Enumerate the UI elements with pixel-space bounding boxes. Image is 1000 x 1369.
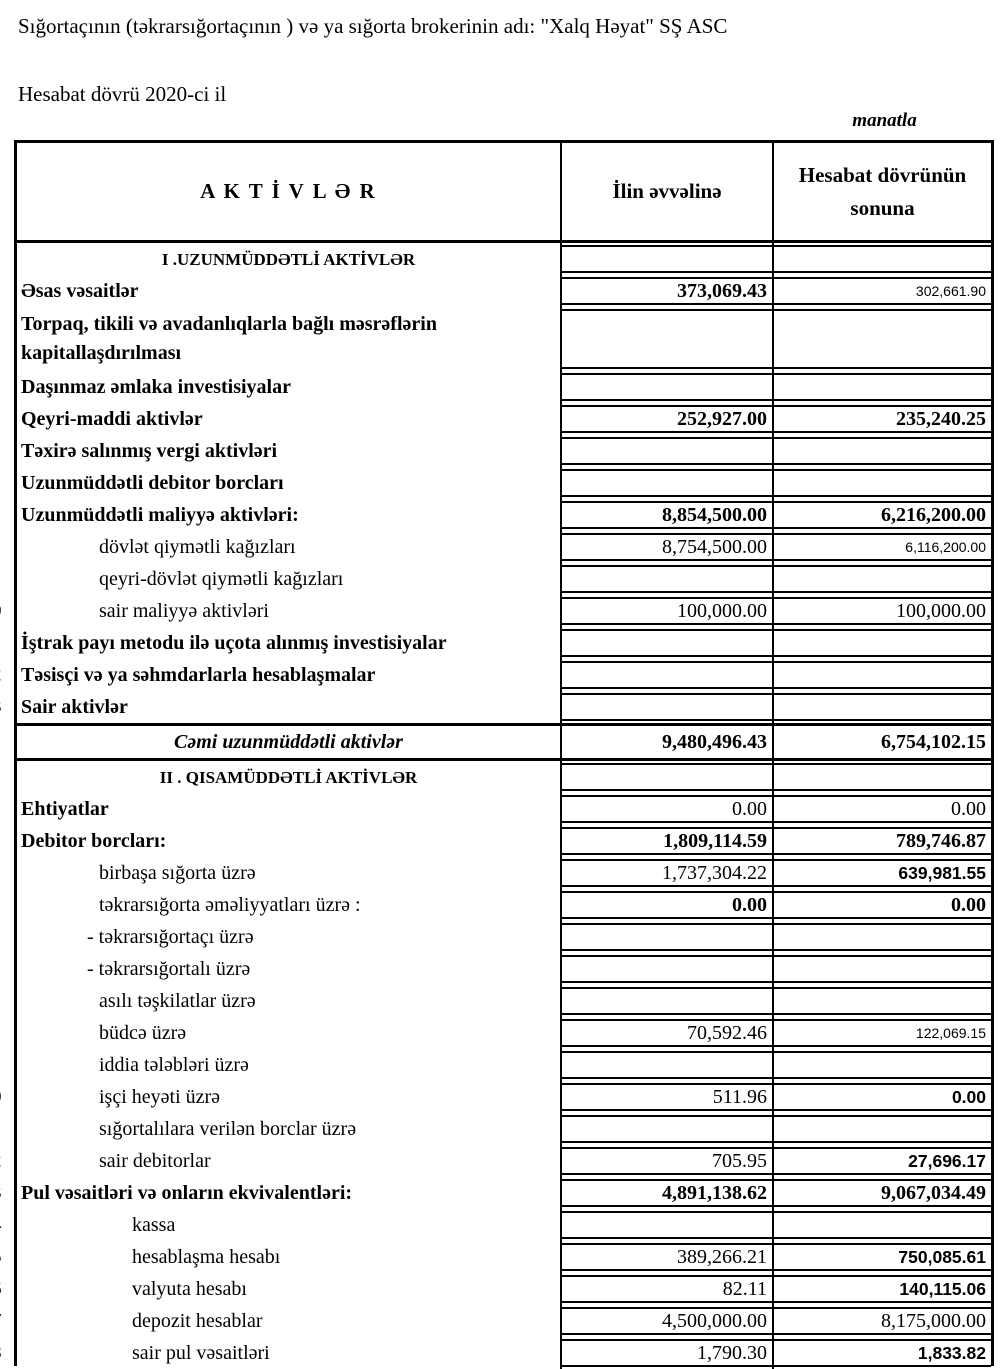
clipped-row-number (0, 1211, 2, 1240)
table-row (17, 1305, 991, 1337)
table-row (17, 793, 991, 825)
value-year-start (560, 1113, 772, 1145)
table-row (17, 1337, 991, 1369)
header-period-end: Hesabat dövrünün sonuna (772, 143, 991, 240)
row-label: qeyri-dövlət qiymətli kağızları (99, 567, 344, 590)
table-row (17, 1145, 991, 1177)
table-row (17, 275, 991, 307)
table-row (17, 435, 991, 467)
value-period-end: 302,661.90 (772, 275, 991, 307)
row-label: birbaşa sığorta üzrə (99, 861, 256, 884)
row-label: Qeyri-maddi aktivlər (21, 407, 203, 430)
row-label: Daşınmaz əmlaka investisiyalar (21, 375, 291, 398)
value-year-start (560, 627, 772, 659)
value-year-start (560, 467, 772, 499)
clipped-row-number (0, 1147, 2, 1176)
value-year-start: 1,790.30 (560, 1337, 772, 1369)
row-label: sair debitorlar (17, 1145, 560, 1177)
clipped-row-number (0, 1243, 2, 1272)
value-period-end (772, 691, 991, 723)
value-period-end (772, 761, 991, 793)
table-row (17, 1177, 991, 1209)
value-year-start: 82.11 (560, 1273, 772, 1305)
row-label: dövlət qiymətli kağızları (99, 535, 296, 558)
clipped-row-number (0, 597, 2, 626)
value-year-start: 389,266.21 (560, 1241, 772, 1273)
value-period-end: 100,000.00 (772, 595, 991, 627)
value-period-end (772, 243, 991, 275)
value-period-end: 6,116,200.00 (772, 531, 991, 563)
value-period-end: 0.00 (772, 793, 991, 825)
row-label: işçi heyəti üzrə (17, 1081, 560, 1113)
value-period-end: 0.00 (772, 889, 991, 921)
row-label: iddia tələbləri üzrə (99, 1053, 249, 1076)
value-year-start: 1,809,114.59 (560, 825, 772, 857)
header-assets: A K T İ V L Ə R (200, 179, 377, 204)
table-row (17, 889, 991, 921)
row-label: - təkrarsığortaçı üzrə (87, 925, 254, 948)
value-year-start: 70,592.46 (560, 1017, 772, 1049)
clipped-row-number (0, 1275, 2, 1304)
value-year-start: 100,000.00 (560, 595, 772, 627)
clipped-row-number (0, 1339, 2, 1368)
value-period-end (772, 371, 991, 403)
row-label: I .UZUNMÜDDƏTLİ AKTİVLƏR (161, 249, 416, 269)
row-label: Əsas vəsaitlər (21, 279, 139, 302)
table-row (17, 467, 991, 499)
row-label: sığortalılara verilən borclar üzrə (99, 1117, 357, 1140)
reporting-period-line: Hesabat dövrü 2020-ci il (18, 82, 227, 106)
value-period-end (772, 627, 991, 659)
table-body (17, 243, 991, 1369)
value-year-start: 1,737,304.22 (560, 857, 772, 889)
value-period-end (772, 563, 991, 595)
value-period-end: 750,085.61 (772, 1241, 991, 1273)
value-year-start (560, 659, 772, 691)
row-label: büdcə üzrə (99, 1021, 187, 1044)
value-period-end: 27,696.17 (772, 1145, 991, 1177)
row-label: Torpaq, tikili və avadanlıqlarla bağlı məsrəflərin kapitallaşdırılması (21, 313, 437, 364)
insurer-name-line: Sığortaçının (təkrarsığortaçının ) və ya sığorta brokerinin adı: "Xalq Həyat" SŞ ASC (18, 14, 728, 38)
table-header-row (17, 143, 991, 243)
value-year-start (560, 563, 772, 595)
row-label: sair maliyyə aktivləri (17, 595, 560, 627)
value-year-start: 4,891,138.62 (560, 1177, 772, 1209)
value-year-start (560, 371, 772, 403)
table-row (17, 1241, 991, 1273)
value-period-end (772, 921, 991, 953)
value-period-end: 9,067,034.49 (772, 1177, 991, 1209)
clipped-row-number (0, 1179, 2, 1208)
value-period-end (772, 659, 991, 691)
value-period-end (772, 307, 991, 371)
value-period-end: 8,175,000.00 (772, 1305, 991, 1337)
value-period-end (772, 467, 991, 499)
value-year-start (560, 243, 772, 275)
row-label: asılı təşkilatlar üzrə (99, 989, 256, 1012)
value-year-start: 8,754,500.00 (560, 531, 772, 563)
table-row (17, 825, 991, 857)
table-row (17, 307, 991, 371)
row-label: Debitor borcları: (21, 829, 167, 852)
table-row (17, 985, 991, 1017)
table-row (17, 499, 991, 531)
row-label: valyuta hesabı (17, 1273, 560, 1305)
value-period-end (772, 1049, 991, 1081)
value-year-start: 0.00 (560, 793, 772, 825)
row-label: II . QISAMÜDDƏTLİ AKTİVLƏR (159, 767, 418, 787)
value-year-start (560, 985, 772, 1017)
row-label: Uzunmüddətli maliyyə aktivləri: (21, 503, 299, 526)
table-row (17, 1209, 991, 1241)
value-year-start (560, 1209, 772, 1241)
value-year-start (560, 691, 772, 723)
value-year-start: 8,854,500.00 (560, 499, 772, 531)
clipped-row-number (0, 693, 2, 722)
table-row (17, 243, 991, 275)
row-label: hesablaşma hesabı (17, 1241, 560, 1273)
value-period-end (772, 1209, 991, 1241)
table-row (17, 531, 991, 563)
row-label: Təxirə salınmış vergi aktivləri (21, 439, 278, 462)
value-year-start (560, 953, 772, 985)
table-row (17, 1273, 991, 1305)
value-year-start: 0.00 (560, 889, 772, 921)
value-period-end (772, 435, 991, 467)
table-row (17, 723, 991, 761)
value-period-end: 6,216,200.00 (772, 499, 991, 531)
table-row (17, 627, 991, 659)
row-label: İştrak payı metodu ilə uçota alınmış investisiyalar (21, 631, 447, 654)
value-period-end (772, 1113, 991, 1145)
currency-note: manatla (852, 110, 917, 131)
table-row (17, 1081, 991, 1113)
value-year-start (560, 921, 772, 953)
table-row (17, 403, 991, 435)
table-row (17, 595, 991, 627)
value-year-start: 511.96 (560, 1081, 772, 1113)
table-row (17, 691, 991, 723)
value-period-end: 122,069.15 (772, 1017, 991, 1049)
value-year-start: 373,069.43 (560, 275, 772, 307)
table-row (17, 921, 991, 953)
value-period-end: 0.00 (772, 1081, 991, 1113)
row-label: Uzunmüddətli debitor borcları (21, 471, 284, 494)
row-label: Pul vəsaitləri və onların ekvivalentləri: (17, 1177, 560, 1209)
clipped-row-number (0, 1307, 2, 1336)
table-row (17, 761, 991, 793)
value-period-end: 235,240.25 (772, 403, 991, 435)
table-row (17, 563, 991, 595)
value-year-start (560, 435, 772, 467)
row-label: Ehtiyatlar (21, 797, 109, 820)
value-year-start: 705.95 (560, 1145, 772, 1177)
table-row (17, 857, 991, 889)
table-row (17, 1017, 991, 1049)
value-year-start (560, 1049, 772, 1081)
table-row (17, 371, 991, 403)
value-period-end: 789,746.87 (772, 825, 991, 857)
value-year-start: 252,927.00 (560, 403, 772, 435)
clipped-row-number (0, 1083, 2, 1112)
row-label: Sair aktivlər (17, 691, 560, 723)
row-label: kassa (17, 1209, 560, 1241)
table-row (17, 1049, 991, 1081)
value-period-end: 6,754,102.15 (772, 726, 991, 758)
row-label: Təsisçi və ya səhmdarlarla hesablaşmalar (17, 659, 560, 691)
value-year-start: 4,500,000.00 (560, 1305, 772, 1337)
row-label: sair pul vəsaitləri (17, 1337, 560, 1369)
row-label: depozit hesablar (17, 1305, 560, 1337)
row-label: təkrarsığorta əməliyyatları üzrə : (99, 893, 361, 916)
value-period-end: 639,981.55 (772, 857, 991, 889)
balance-sheet-table (14, 140, 994, 1366)
value-period-end (772, 985, 991, 1017)
value-year-start (560, 307, 772, 371)
clipped-row-number (0, 661, 2, 690)
value-year-start (560, 761, 772, 793)
table-row (17, 953, 991, 985)
value-period-end: 1,833.82 (772, 1337, 991, 1369)
row-label: Cəmi uzunmüddətli aktivlər (174, 730, 403, 753)
row-label: - təkrarsığortalı üzrə (87, 957, 251, 980)
value-year-start: 9,480,496.43 (560, 726, 772, 758)
table-row (17, 1113, 991, 1145)
value-period-end: 140,115.06 (772, 1273, 991, 1305)
table-row (17, 659, 991, 691)
value-period-end (772, 953, 991, 985)
header-year-start: İlin əvvəlinə (560, 143, 772, 240)
